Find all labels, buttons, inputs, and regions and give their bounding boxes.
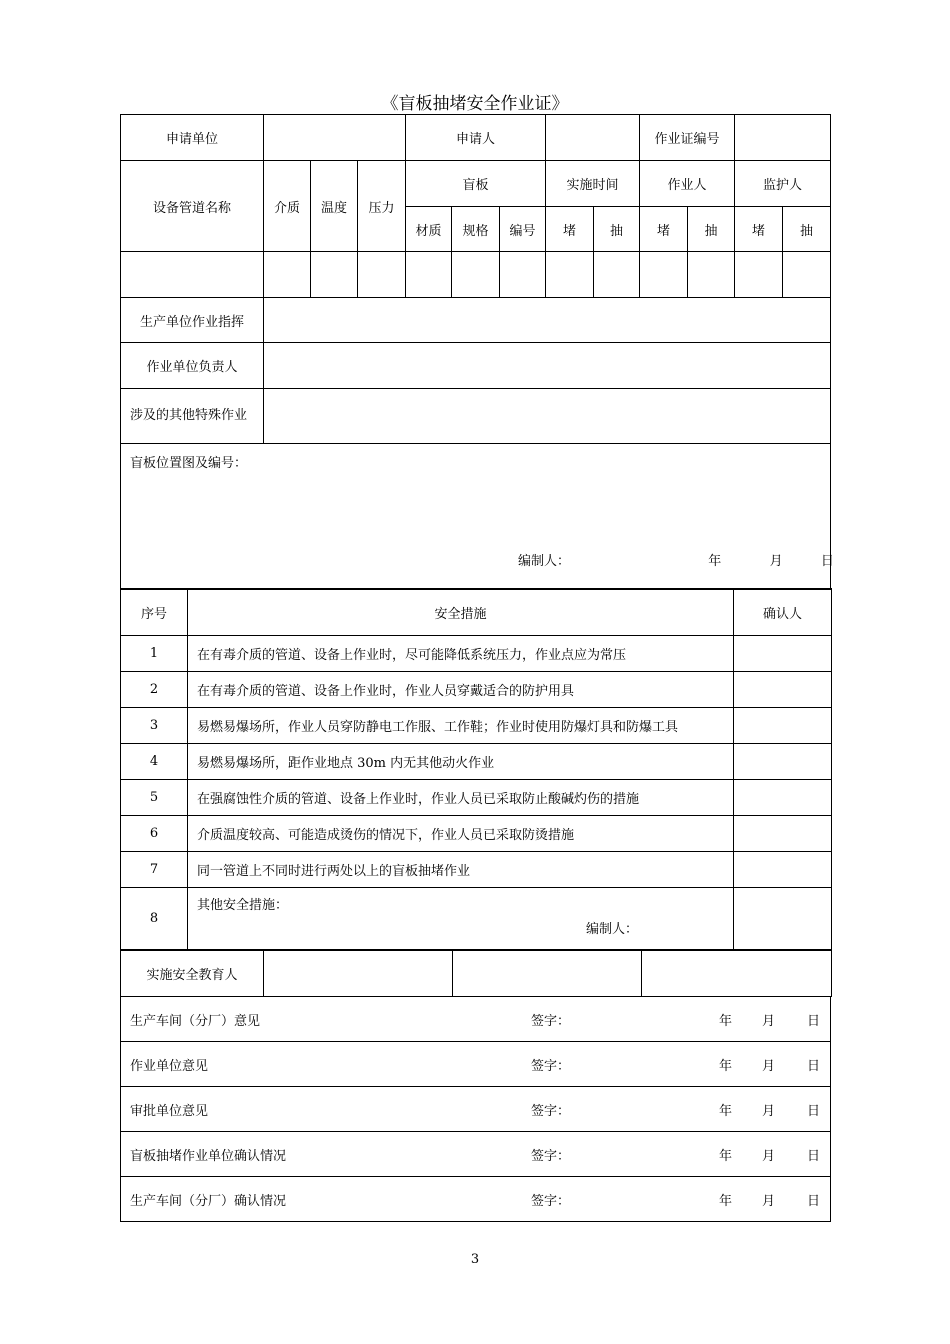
measure-no: 1 (121, 636, 188, 672)
opinion-label: 生产车间（分厂）意见 (130, 1014, 261, 1029)
equipment-name-field[interactable] (121, 252, 264, 298)
pressure-field[interactable] (358, 252, 406, 298)
col-measures-header: 安全措施 (188, 589, 734, 636)
col-confirm-header: 确认人 (734, 589, 832, 636)
measure-text: 在有毒介质的管道、设备上作业时，作业人员穿戴适合的防护用具 (188, 672, 734, 708)
medium-label: 介质 (264, 161, 311, 252)
opinion-day-label: 日 (807, 1104, 821, 1119)
applicant-field[interactable] (546, 115, 640, 161)
number-field[interactable] (500, 252, 546, 298)
confirm-field[interactable] (734, 816, 832, 852)
confirm-field[interactable] (734, 852, 832, 888)
material-field[interactable] (406, 252, 452, 298)
supervisor-pull-field[interactable] (783, 252, 831, 298)
opinion-month-label: 月 (762, 1149, 776, 1164)
safety-measures-table (120, 588, 832, 950)
spec-field[interactable] (452, 252, 500, 298)
opinion-row[interactable] (121, 1177, 831, 1222)
opinion-year-label: 年 (719, 1194, 733, 1209)
confirm-field[interactable] (734, 780, 832, 816)
diagram-editor-label: 编制人： (518, 554, 571, 569)
time-pull-label: 抽 (594, 207, 640, 252)
opinion-sign-label: 签字： (531, 1014, 571, 1029)
equipment-name-label: 设备管道名称 (121, 161, 264, 252)
supervisor-label: 监护人 (735, 161, 831, 207)
opinion-sign-label: 签字： (531, 1149, 571, 1164)
opinion-day-label: 日 (807, 1149, 821, 1164)
col-no-header: 序号 (121, 589, 188, 636)
supervisor-plug-label: 堵 (735, 207, 783, 252)
spec-label: 规格 (452, 207, 500, 252)
measure-text: 同一管道上不同时进行两处以上的盲板抽堵作业 (188, 852, 734, 888)
table-row (121, 780, 832, 816)
confirm-field[interactable] (734, 888, 832, 950)
table-row (121, 852, 832, 888)
education-field-3[interactable] (642, 951, 832, 997)
opinion-row[interactable] (121, 1042, 831, 1087)
opinion-row[interactable] (121, 997, 831, 1042)
education-table (120, 950, 832, 997)
opinion-year-label: 年 (719, 1104, 733, 1119)
opinions-table (120, 996, 831, 1222)
opinion-year-label: 年 (719, 1059, 733, 1074)
measure-no: 8 (121, 888, 188, 950)
opinion-row[interactable] (121, 1132, 831, 1177)
table-row (121, 708, 832, 744)
measure-text: 易燃易爆场所，作业人员穿防静电工作服、工作鞋；作业时使用防爆灯具和防爆工具 (188, 708, 734, 744)
opinion-label: 审批单位意见 (130, 1104, 209, 1119)
opinion-label: 盲板抽堵作业单位确认情况 (130, 1149, 287, 1164)
diagram-signoff (518, 550, 834, 569)
diagram-year-label: 年 (708, 554, 722, 569)
measure-text: 易燃易爆场所，距作业地点 30m 内无其他动火作业 (188, 744, 734, 780)
blind-plate-label: 盲板 (406, 161, 546, 207)
education-field-1[interactable] (264, 951, 453, 997)
opinion-day-label: 日 (807, 1014, 821, 1029)
permit-no-label: 作业证编号 (640, 115, 735, 161)
opinion-day-label: 日 (807, 1194, 821, 1209)
table-row (121, 744, 832, 780)
diagram-month-label: 月 (769, 554, 783, 569)
confirm-field[interactable] (734, 708, 832, 744)
education-label: 实施安全教育人 (121, 951, 264, 997)
other-measures-label: 其他安全措施： (197, 898, 289, 913)
worker-plug-label: 堵 (640, 207, 688, 252)
education-field-2[interactable] (453, 951, 642, 997)
impl-time-label: 实施时间 (546, 161, 640, 207)
opinion-day-label: 日 (807, 1059, 821, 1074)
worker-pull-field[interactable] (688, 252, 735, 298)
production-command-field[interactable] (264, 298, 831, 343)
other-special-work-field[interactable] (264, 389, 831, 444)
opinion-label: 生产车间（分厂）确认情况 (130, 1194, 287, 1209)
opinion-sign-label: 签字： (531, 1194, 571, 1209)
permit-no-field[interactable] (735, 115, 831, 161)
other-measures-editor-label: 编制人： (585, 922, 638, 937)
other-measures-field[interactable] (188, 888, 734, 950)
diagram-day-label: 日 (820, 554, 834, 569)
opinion-month-label: 月 (762, 1104, 776, 1119)
table-row (121, 636, 832, 672)
confirm-field[interactable] (734, 672, 832, 708)
time-plug-label: 堵 (546, 207, 594, 252)
measure-no: 3 (121, 708, 188, 744)
supervisor-pull-label: 抽 (783, 207, 831, 252)
confirm-field[interactable] (734, 744, 832, 780)
measure-no: 5 (121, 780, 188, 816)
number-label: 编号 (500, 207, 546, 252)
worker-label: 作业人 (640, 161, 735, 207)
opinion-row[interactable] (121, 1087, 831, 1132)
worker-pull-label: 抽 (688, 207, 735, 252)
medium-field[interactable] (264, 252, 311, 298)
diagram-label: 盲板位置图及编号： (130, 456, 248, 471)
opinion-month-label: 月 (762, 1059, 776, 1074)
production-command-label: 生产单位作业指挥 (121, 298, 264, 343)
opinion-year-label: 年 (719, 1014, 733, 1029)
applicant-label: 申请人 (406, 115, 546, 161)
permit-header-table (120, 114, 834, 590)
apply-unit-label: 申请单位 (121, 115, 264, 161)
measure-no: 7 (121, 852, 188, 888)
blind-plate-diagram-area[interactable] (121, 444, 834, 590)
worker-plug-field[interactable] (640, 252, 688, 298)
temperature-field[interactable] (311, 252, 358, 298)
pressure-label: 压力 (358, 161, 406, 252)
time-plug-field[interactable] (546, 252, 594, 298)
measure-no: 4 (121, 744, 188, 780)
temperature-label: 温度 (311, 161, 358, 252)
form-title: 《盲板抽堵安全作业证》 (381, 94, 569, 114)
apply-unit-field[interactable] (264, 115, 406, 161)
supervisor-plug-field[interactable] (735, 252, 783, 298)
opinion-sign-label: 签字： (531, 1104, 571, 1119)
table-row (121, 816, 832, 852)
measure-text: 介质温度较高、可能造成烫伤的情况下，作业人员已采取防烫措施 (188, 816, 734, 852)
opinion-month-label: 月 (762, 1194, 776, 1209)
opinion-year-label: 年 (719, 1149, 733, 1164)
table-row (121, 888, 832, 950)
measure-no: 2 (121, 672, 188, 708)
time-pull-field[interactable] (594, 252, 640, 298)
measure-text: 在强腐蚀性介质的管道、设备上作业时，作业人员已采取防止酸碱灼伤的措施 (188, 780, 734, 816)
opinion-month-label: 月 (762, 1014, 776, 1029)
other-special-work-label: 涉及的其他特殊作业 (121, 389, 264, 444)
work-unit-leader-label: 作业单位负责人 (121, 343, 264, 389)
opinion-sign-label: 签字： (531, 1059, 571, 1074)
measure-no: 6 (121, 816, 188, 852)
page-number: 3 (470, 1252, 480, 1267)
material-label: 材质 (406, 207, 452, 252)
work-unit-leader-field[interactable] (264, 343, 831, 389)
measure-text: 在有毒介质的管道、设备上作业时，尽可能降低系统压力，作业点应为常压 (188, 636, 734, 672)
confirm-field[interactable] (734, 636, 832, 672)
opinion-label: 作业单位意见 (130, 1059, 209, 1074)
table-row (121, 672, 832, 708)
